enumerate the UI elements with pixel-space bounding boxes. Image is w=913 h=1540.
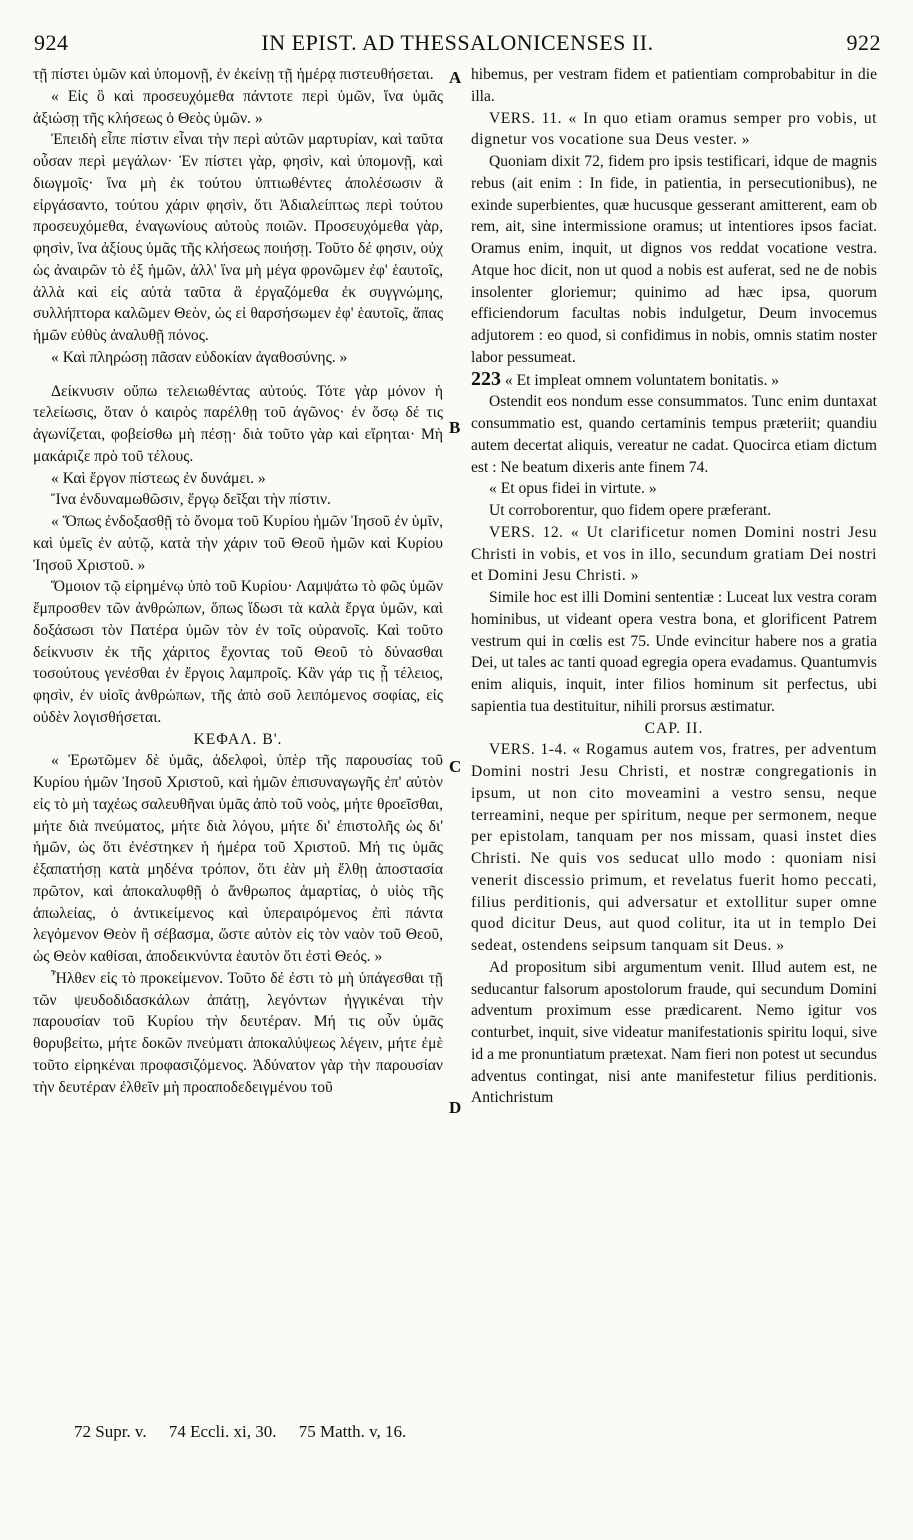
greek-chapter-heading: ΚΕΦΑΛ. Β'. bbox=[193, 730, 283, 748]
footnotes bbox=[74, 1422, 424, 1442]
latin-commentary: Quoniam dixit 72, fidem pro ipsis testificari, idque de magnis rebus (ait enim : In fide, in patientia, in persecutionibus), ne exinde superbientes, quæ hucusque gesserant amitterent, eam ob rem, ait, sine intermissione oramus; ut intentiores ipsos faciat. Oramus enim, inquit, ut dignos vos reddat vocatione vestra. Atque hoc dicit, non ut quod a nobis est auferat, sed ne de nobis insolenter gloriemur; quinimo ad hæc ipsa, quorum efficiendorum facultas nobis indulgetur, Deum invocemus adjutorem : eo quod, si confidimus in nobis, omnis statim noster labor pessumeat. bbox=[471, 153, 877, 366]
greek-verse: « Ἐρωτῶμεν δὲ ὑμᾶς, ἀδελφοὶ, ὑπὲρ τῆς παρουσίας τοῦ Κυρίου ἡμῶν Ἰησοῦ Χριστοῦ, καὶ ἡμῶν ἐπισυναγωγῆς ἐπ' αὐτὸν εἰς τὸ μὴ ταχέως σαλευθῆναι ὑμᾶς ἀπὸ τοῦ νοὸς, μήτε θροεῖσθαι, μήτε διὰ πνεύματος, μήτε διὰ λόγου, μήτε δι' ἐπιστολῆς ὡς δι' ἡμῶν, ὡς ὅτι ἐνέστηκεν ἡ ἡμέρα τοῦ Χριστοῦ. Μή τις ὑμᾶς ἐξαπατήσῃ κατὰ μηδένα τρόπον, ὅτι ἐὰν μὴ ἔλθῃ ἀποστασία πρῶτον, καὶ ἀποκαλυφθῇ ὁ ἄνθρωπος ἁμαρτίας, ὁ υἱὸς τῆς ἀπωλείας, ὁ ἀντικείμενος καὶ ὑπεραιρόμενος ἐπὶ πάντα λεγόμενον Θεὸν ἢ σέβασμα, ὥστε αὐτὸν εἰς τὸν ναὸν τοῦ Θεοῦ, ὡς Θεὸν καθίσαι, ἀποδεικνύντα ἑαυτὸν ὅτι ἐστὶ Θεός. » bbox=[33, 752, 443, 965]
latin-column bbox=[471, 64, 877, 1109]
right-page-number: 922 bbox=[846, 30, 881, 55]
greek-verse: « Καὶ πληρώσῃ πᾶσαν εὐδοκίαν ἀγαθοσύνης. » bbox=[51, 348, 348, 366]
greek-commentary: Ἐπειδὴ εἶπε πίστιν εἶναι τὴν περὶ αὐτῶν μαρτυρίαν, καὶ ταῦτα οὖσαν περὶ μεγάλων· Ἐν πίστει γὰρ, φησὶν, καὶ ὑπομονῇ, καὶ διωγμοῖς· ἵνα μὴ ἐκ τούτου ὑπτιωθέντες ἀπολέσωσιν ἃ εἰργάσαντο, τούτου χάριν φησὶν, ὅτι Ἀδιαλείπτως περὶ τούτου προσευχόμεθα, ἐναγωνίους αὐτοὺς ποιῶν. Προσευχόμεθα γὰρ, φησὶν, ἵνα ἀξίους ὑμᾶς τῆς κλήσεως ποιήσῃ. Τοῦτο δέ φησιν, οὐχ ὡς ἀναιρῶν τὸ ἐξ ἡμῶν, ἀλλ' ἵνα μὴ μέγα φρονῶμεν ἐφ' ἑαυτοῖς, ἀλλὰ καὶ εἰς αὐτὰ ταῦτα ἃ ἐργαζόμεθα ἐκ συγγνώμης, συλλήπτορα καλῶμεν Θεὸν, ὡς εἰ θαρσήσωμεν ἐφ' ἑαυτοῖς, ἅπας ἡμῶν εὐθὺς ἀναλυθῇ πόνος. bbox=[33, 131, 443, 344]
footnote: 72 Supr. v. bbox=[74, 1422, 147, 1441]
latin-chapter-heading: CAP. II. bbox=[644, 719, 704, 737]
margin-marker-a: A bbox=[449, 68, 462, 87]
greek-verse: « Καὶ ἔργον πίστεως ἐν δυνάμει. » bbox=[51, 469, 266, 487]
latin-verse: « Et opus fidei in virtute. » bbox=[489, 480, 657, 498]
footnote: 75 Matth. v, 16. bbox=[298, 1422, 407, 1441]
column-number: 223 bbox=[471, 367, 501, 390]
greek-paragraph: τῇ πίστει ὑμῶν καὶ ὑπομονῇ, ἐν ἐκείνῃ τῇ ἡμέρᾳ πιστευθήσεται. bbox=[33, 66, 434, 83]
greek-commentary: Δείκνυσιν οὔπω τελειωθέντας αὐτούς. Τότε γὰρ μόνον ἡ τελείωσις, ὅταν ὁ καιρὸς παρέλθῃ τοῦ ἀγῶνος· ἐν ὅσῳ δέ τις ἀγωνίζεται, φοβείσθω μὴ πέσῃ· διὰ τοῦτο γὰρ καὶ εἴρηται· Μὴ μακάριζε πρὸ τοῦ τέλους. bbox=[33, 382, 443, 465]
margin-marker-c: C bbox=[449, 757, 462, 776]
greek-verse: « Εἰς ὃ καὶ προσευχόμεθα πάντοτε περὶ ὑμῶν, ἵνα ὑμᾶς ἀξιώσῃ τῆς κλήσεως ὁ Θεὸς ὑμῶν. » bbox=[33, 87, 443, 127]
latin-commentary: Ostendit eos nondum esse consummatos. Tunc enim duntaxat consummatio est, quando certaminis tempus præteriit; quandiu autem decertat aliquis, vereatur ne cadat. Quocirca etiam dictum est : Ne beatum dixeris ante finem 74. bbox=[471, 393, 877, 476]
margin-marker-b: B bbox=[449, 418, 461, 437]
paragraph-gap bbox=[33, 369, 443, 381]
latin-verse: VERS. 12. « Ut clarificetur nomen Domini nostri Jesu Christi in vobis, et vos in illo, secundum gratiam Dei nostri et Domini Jesu Christi. » bbox=[471, 523, 877, 585]
page-header bbox=[34, 30, 881, 60]
greek-commentary: Ἦλθεν εἰς τὸ προκείμενον. Τοῦτο δέ ἐστι τὸ μὴ ὑπάγεσθαι τῇ τῶν ψευδοδιδασκάλων ἀπάτῃ, λεγόντων ἠγγικέναι τὴν παρουσίαν τοῦ Κυρίου τὴν δευτέραν. Μή τις οὖν ὑμᾶς θορυβείτω, μήτε δοκῶν πνεύματι ἀποκαλύψεως λέγειν, μήτε ἐμὲ τοῦτο εἰρηκέναι προφασιζόμενος. Ἀδύνατον γὰρ τὴν παρουσίαν τὴν δευτέραν ἐλθεῖν μὴ προαποδεδειγμένου τοῦ bbox=[33, 969, 443, 1096]
greek-commentary: Ἵνα ἐνδυναμωθῶσιν, ἔργῳ δεῖξαι τὴν πίστιν. bbox=[51, 491, 331, 509]
footnote: 74 Eccli. xi, 30. bbox=[168, 1422, 277, 1441]
latin-verse: VERS. 11. « In quo etiam oramus semper pro vobis, ut dignetur vos vocatione sua Deus vester. » bbox=[471, 109, 877, 149]
greek-column bbox=[33, 64, 443, 1098]
latin-commentary: Ad propositum sibi argumentum venit. Illud autem est, ne seducantur falsorum apostolorum fraude, qui secundum Domini adventum proximum esse prædicarent. Nemo igitur vos conturbet, inquit, sive videatur manifestationis spiritu loqui, sive id a me pronuntiatum prætexat. Nam fieri non potest ut secundus adventus contingat, nisi ante manifestetur filius perditionis. Antichristum bbox=[471, 958, 877, 1107]
latin-verse: « Et impleat omnem voluntatem bonitatis. » bbox=[504, 371, 780, 389]
latin-paragraph: hibemus, per vestram fidem et patientiam comprobabitur in die illa. bbox=[471, 66, 877, 105]
latin-commentary: Ut corroborentur, quo fidem opere præferant. bbox=[489, 502, 772, 519]
left-page-number: 924 bbox=[34, 30, 69, 55]
latin-verse: VERS. 1-4. « Rogamus autem vos, fratres, per adventum Domini nostri Jesu Christi, et nostræ congregationis in ipsum, ut non cito moveamini a vestro sensu, neque terreamini, neque per spiritum, neque per sermonem, neque per epistolam, tanquam per nos missam, quasi instet dies Christi. Ne quis vos seducat ullo modo : quoniam nisi venerit discessio primum, et revelatus fuerit homo peccati, filius perditionis, qui adversatur et extollitur super omne quod dicitur Deus, aut quod colitur, ita ut in templo Dei sedeat, ostendens seipsum tanquam sit Deus. » bbox=[471, 741, 877, 954]
greek-commentary: Ὅμοιον τῷ εἰρημένῳ ὑπὸ τοῦ Κυρίου· Λαμψάτω τὸ φῶς ὑμῶν ἔμπροσθεν τῶν ἀνθρώπων, ὅπως ἴδωσι τὰ καλὰ ἔργα ὑμῶν, καὶ δοξάσωσι τὸν Πατέρα ὑμῶν τὸν ἐν τοῖς οὐρανοῖς. Καὶ τοῦτο δείκνυσιν ἐκ τῆς χάριτος ἔχοντας τοῦ Θεοῦ τὸ δύνασθαι τοσούτους γενέσθαι ἐν ἔργοις λαμπροῖς. Κἂν γάρ τις ᾖ τέλειος, φησὶν, ἐν υἱοῖς ἀνθρώπων, τῆς ἀπὸ σοῦ λειπόμενος σοφίας, εἰς οὐδὲν λογισθήσεται. bbox=[33, 578, 443, 726]
latin-commentary: Simile hoc est illi Domini sententiæ : Luceat lux vestra coram hominibus, ut videant opera vestra bona, et glorificent Patrem vestrum qui in cœlis est 75. Unde evincitur habere nos a gratia Dei, ut tales ac tanti quoad egregia opera evadamus. Quantumvis enim aliquis, inquit, inter filios hominum sit perfectus, ubi sapientia tua destituitur, nihili prorsus æstimatur. bbox=[471, 589, 877, 715]
running-title: IN EPIST. AD THESSALONICENSES II. bbox=[261, 30, 654, 55]
greek-verse: « Ὅπως ἐνδοξασθῇ τὸ ὄνομα τοῦ Κυρίου ἡμῶν Ἰησοῦ ἐν ὑμῖν, καὶ ὑμεῖς ἐν αὐτῷ, κατὰ τὴν χάριν τοῦ Θεοῦ ἡμῶν καὶ Κυρίου Ἰησοῦ Χριστοῦ. » bbox=[33, 513, 443, 574]
margin-marker-d: D bbox=[449, 1098, 462, 1117]
